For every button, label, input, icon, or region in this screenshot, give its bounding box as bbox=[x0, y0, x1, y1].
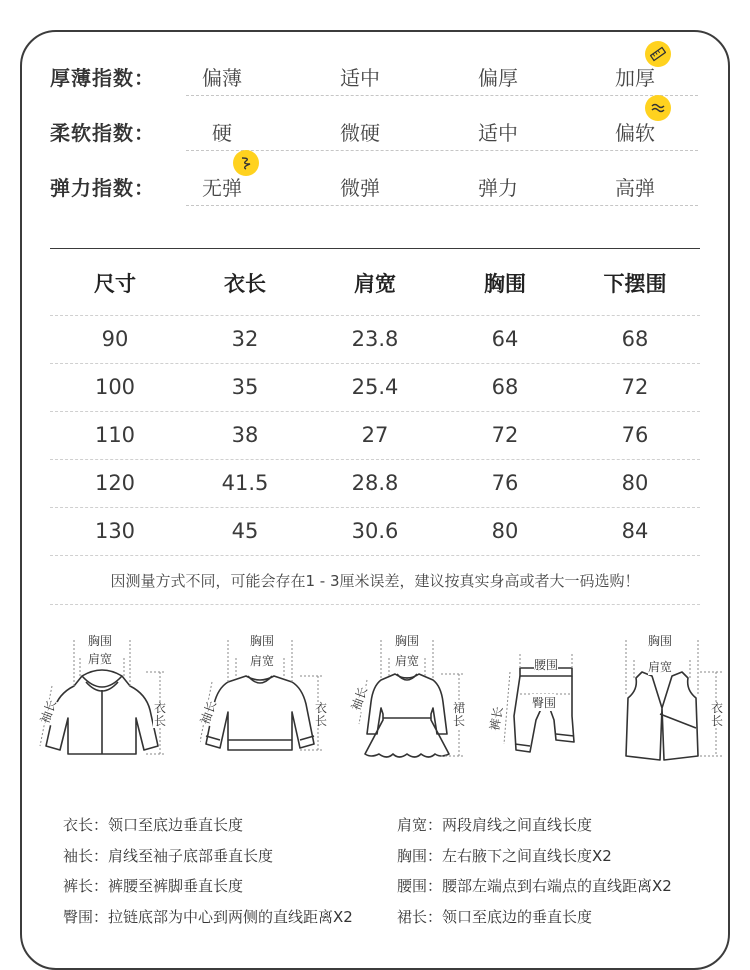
table-cell: 30.6 bbox=[351, 519, 399, 543]
table-cell: 25.4 bbox=[351, 375, 399, 399]
wave-icon bbox=[645, 95, 671, 121]
definition-length: 衣长：领口至底边垂直长度 bbox=[63, 816, 244, 834]
row-divider bbox=[50, 411, 700, 412]
elasticity-option-3: 弹力 bbox=[478, 176, 518, 200]
sweater-chest-label: 胸围 bbox=[250, 634, 275, 648]
sweater-sleeve-label: 袖长 bbox=[197, 698, 220, 727]
sweater-icon bbox=[200, 628, 330, 768]
measurement-note: 因测量方式不同，可能会存在1 - 3厘米误差，建议按真实身高或者大一码选购！ bbox=[110, 572, 640, 590]
row-divider bbox=[50, 459, 700, 460]
table-cell: 38 bbox=[231, 423, 259, 447]
jacket-figure bbox=[38, 628, 168, 768]
jacket-chest-label: 胸围 bbox=[88, 634, 113, 648]
row-divider bbox=[50, 507, 700, 508]
table-cell: 35 bbox=[231, 375, 259, 399]
table-cell: 45 bbox=[231, 519, 259, 543]
table-cell: 72 bbox=[621, 375, 649, 399]
dress-shoulder-label: 肩宽 bbox=[395, 654, 420, 668]
softness-divider bbox=[186, 150, 698, 151]
table-cell: 64 bbox=[491, 327, 519, 351]
table-cell: 23.8 bbox=[351, 327, 399, 351]
softness-option-2: 微硬 bbox=[340, 121, 380, 145]
row-divider bbox=[50, 315, 700, 316]
definition-chest: 胸围：左右腋下之间直线长度X2 bbox=[397, 847, 612, 865]
table-cell: 72 bbox=[491, 423, 519, 447]
definition-shoulder: 肩宽：两段肩线之间直线长度 bbox=[397, 816, 593, 834]
elasticity-option-2: 微弹 bbox=[340, 176, 380, 200]
header-hem: 下摆围 bbox=[603, 272, 667, 296]
elasticity-option-1: 无弹 bbox=[202, 176, 242, 200]
header-length: 衣长 bbox=[224, 272, 266, 296]
elasticity-divider bbox=[186, 205, 698, 206]
dress-chest-label: 胸围 bbox=[395, 634, 420, 648]
header-chest: 胸围 bbox=[484, 272, 526, 296]
spring-icon bbox=[233, 150, 259, 176]
dress-sleeve-label: 袖长 bbox=[348, 684, 371, 713]
row-divider bbox=[50, 604, 700, 605]
definition-sleeve: 袖长：肩线至袖子底部垂直长度 bbox=[63, 847, 274, 865]
softness-index-label: 柔软指数： bbox=[50, 121, 155, 145]
elasticity-index-label: 弹力指数： bbox=[50, 176, 155, 200]
vest-chest-label: 胸围 bbox=[648, 634, 673, 648]
vest-icon bbox=[600, 628, 730, 768]
table-cell: 84 bbox=[621, 519, 649, 543]
thickness-option-4: 加厚 bbox=[615, 66, 655, 90]
pants-hip-label: 臀围 bbox=[532, 696, 557, 710]
softness-option-4: 偏软 bbox=[615, 121, 655, 145]
table-top-rule bbox=[50, 248, 700, 249]
table-cell: 80 bbox=[621, 471, 649, 495]
elasticity-index-row bbox=[0, 162, 750, 218]
sweater-figure bbox=[197, 628, 330, 768]
jacket-shoulder-label: 肩宽 bbox=[88, 652, 113, 666]
table-cell: 68 bbox=[621, 327, 649, 351]
header-size: 尺寸 bbox=[94, 272, 136, 296]
vest-figure bbox=[600, 628, 730, 768]
header-shoulder: 肩宽 bbox=[354, 272, 396, 296]
table-cell: 32 bbox=[231, 327, 259, 351]
table-cell: 76 bbox=[491, 471, 519, 495]
vest-length-label: 衣长 bbox=[710, 701, 723, 728]
definition-hip: 臀围：拉链底部为中心到两侧的直线距离X2 bbox=[63, 908, 353, 926]
thickness-divider bbox=[186, 95, 698, 96]
softness-option-1: 硬 bbox=[212, 121, 232, 145]
table-cell: 76 bbox=[621, 423, 649, 447]
sweater-length-label: 衣长 bbox=[314, 701, 327, 728]
table-cell: 68 bbox=[491, 375, 519, 399]
row-divider bbox=[50, 363, 700, 364]
table-cell: 90 bbox=[101, 327, 129, 351]
table-cell: 110 bbox=[94, 423, 136, 447]
ruler-icon bbox=[645, 41, 671, 67]
thickness-index-label: 厚薄指数： bbox=[50, 66, 155, 90]
pants-waist-label: 腰围 bbox=[534, 658, 559, 672]
sweater-shoulder-label: 肩宽 bbox=[250, 654, 275, 668]
table-cell: 130 bbox=[94, 519, 136, 543]
thickness-option-1: 偏薄 bbox=[202, 66, 242, 90]
hooded-jacket-icon bbox=[38, 628, 168, 768]
thickness-option-3: 偏厚 bbox=[478, 66, 518, 90]
definition-skirt-length: 裙长：领口至底边的垂直长度 bbox=[397, 908, 593, 926]
softness-index-row bbox=[0, 107, 750, 163]
pants-length-label: 裤长 bbox=[487, 705, 506, 732]
table-cell: 80 bbox=[491, 519, 519, 543]
table-cell: 27 bbox=[361, 423, 389, 447]
dress-figure bbox=[345, 628, 475, 768]
row-divider bbox=[50, 555, 700, 556]
thickness-index-row bbox=[0, 52, 750, 108]
jacket-sleeve-label: 袖长 bbox=[37, 697, 60, 726]
table-cell: 41.5 bbox=[221, 471, 269, 495]
definition-pants-length: 裤长：裤腰至裤脚垂直长度 bbox=[63, 877, 244, 895]
thickness-option-2: 适中 bbox=[340, 66, 380, 90]
table-cell: 120 bbox=[94, 471, 136, 495]
elasticity-option-4: 高弹 bbox=[615, 176, 655, 200]
definition-waist: 腰围：腰部左端点到右端点的直线距离X2 bbox=[397, 877, 672, 895]
softness-option-3: 适中 bbox=[478, 121, 518, 145]
dress-length-label: 裙长 bbox=[452, 701, 465, 728]
jacket-length-label: 衣长 bbox=[153, 701, 166, 728]
table-cell: 100 bbox=[94, 375, 136, 399]
table-cell: 28.8 bbox=[351, 471, 399, 495]
vest-shoulder-label: 肩宽 bbox=[648, 660, 673, 674]
